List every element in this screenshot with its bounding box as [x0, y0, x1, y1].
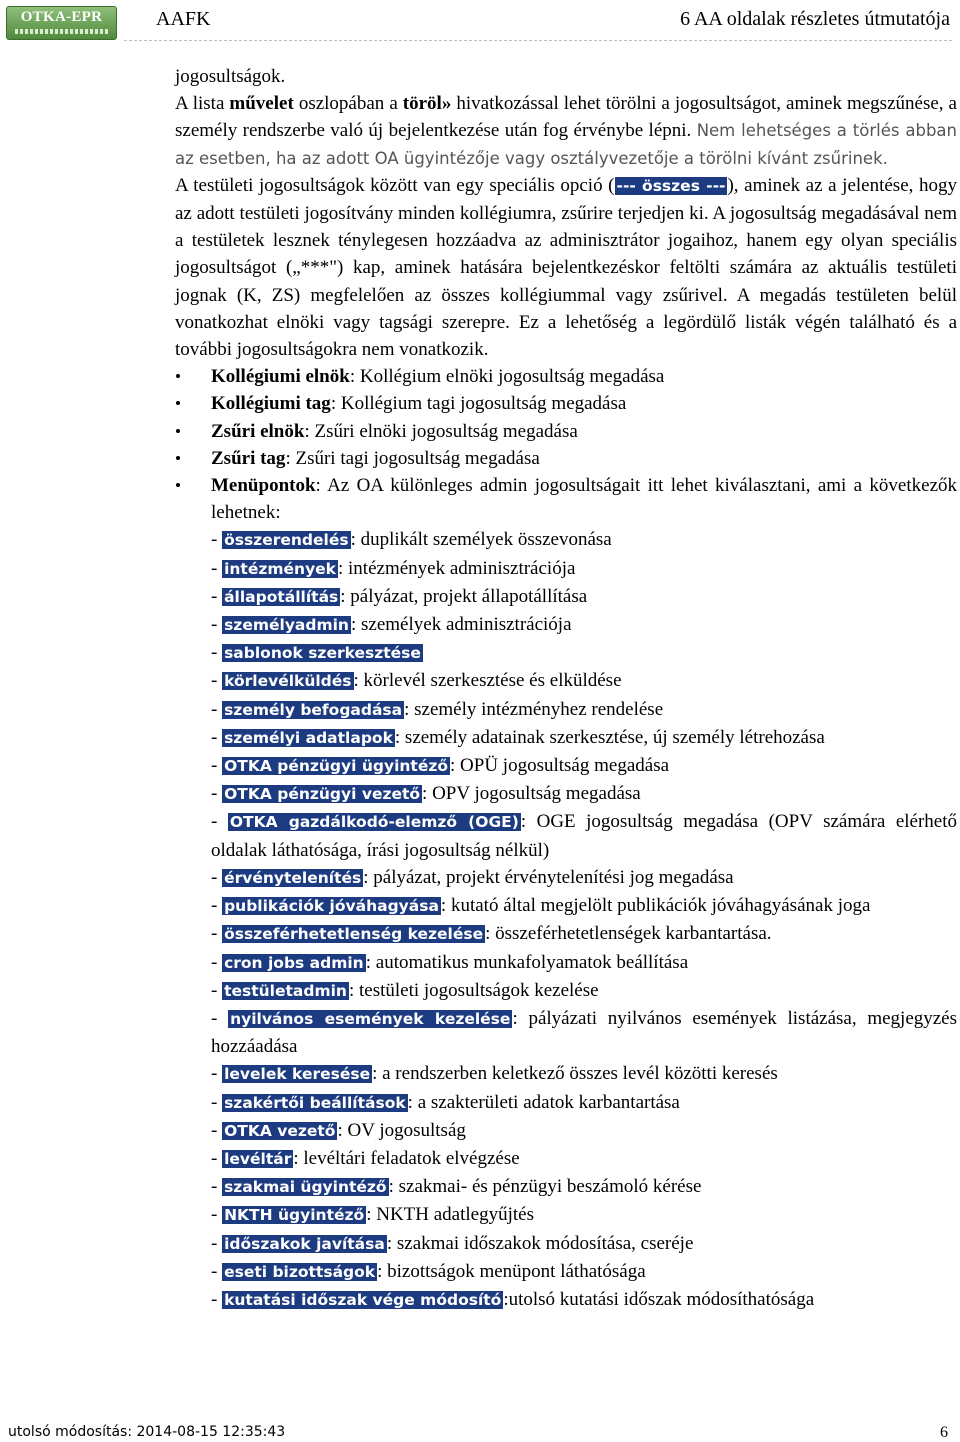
menu-item-key: NKTH ügyintéző: [224, 1206, 365, 1225]
menu-item-key: cron jobs admin: [224, 953, 364, 972]
otka-epr-logo: [6, 6, 117, 40]
menu-item-desc: : pályázat, projekt állapotállítása: [340, 585, 588, 607]
menu-item-desc: : duplikált személyek összevonása: [350, 529, 612, 551]
menu-item: - szakmai ügyintéző : szakmai- és pénzügyi beszámoló kérése: [211, 1176, 702, 1198]
menu-item-desc: : személy intézményhez rendelése: [404, 698, 664, 720]
menu-item-desc: : kutató által megjelölt publikációk jóváhagyásának joga: [440, 895, 871, 917]
bullet-term: Menüpontok: [211, 475, 316, 497]
page-header: [0, 0, 960, 52]
menu-item-key: érvénytelenítés: [224, 868, 362, 887]
menu-item-key: publikációk jóváhagyása: [224, 897, 439, 916]
menu-item: - testületadmin : testületi jogosultságok kezelése: [211, 979, 599, 1001]
menu-item-desc: :utolsó kutatási időszak módosíthatósága: [503, 1288, 815, 1310]
p1-bold-muvelet: művelet: [229, 93, 294, 115]
bullet-item: [175, 445, 957, 472]
menu-item-desc: : OGE jogosultság megadása (OPV számára elérhető oldalak láthatósága, írási jogosultság nélkül): [211, 811, 958, 861]
menu-item-desc: : intézmények adminisztrációja: [338, 557, 576, 579]
menu-item-desc: : testületi jogosultságok kezelése: [348, 979, 599, 1001]
menu-item-desc: : levéltári feladatok elvégzése: [293, 1147, 520, 1169]
menu-item: - összeférhetetlenség kezelése : összeférhetetlenségek karbantartása.: [211, 923, 772, 945]
menu-item-key: intézmények: [224, 559, 336, 578]
menu-item-key: nyilvános események kezelése: [230, 1009, 511, 1028]
menu-item-desc: : pályázati nyilvános események listázása, megjegyzés hozzáadása: [211, 1007, 958, 1058]
bullet-term: Zsűri elnök: [211, 420, 305, 442]
logo-text: OTKA-EPR: [20, 9, 103, 25]
p1-grey-note: Nem lehetséges a törlés abban az esetben, ha az adott OA ügyintézője vagy osztályvezetője a törölni kívánt zsűrinek.: [175, 121, 957, 168]
menu-item: - kutatási időszak vége módosító :utolsó kutatási időszak módosíthatósága: [211, 1288, 815, 1310]
menu-item-desc: : OV jogosultság: [337, 1119, 466, 1141]
menu-item-desc: : összeférhetetlenségek karbantartása.: [485, 923, 772, 945]
menu-item: - levéltár : levéltári feladatok elvégzése: [211, 1147, 520, 1169]
header-right-title: 6 AA oldalak részletes útmutatója: [680, 8, 950, 30]
bullet-desc: : Zsűri elnöki jogosultság megadása: [304, 420, 578, 442]
menu-item: - cron jobs admin : automatikus munkafolyamatok beállítása: [211, 951, 689, 973]
bullet-desc: : Kollégium tagi jogosultság megadása: [330, 393, 627, 415]
menu-item: - OTKA pénzügyi ügyintéző : OPÜ jogosultság megadása: [211, 755, 670, 777]
p1-text-2: oszlopában a: [293, 93, 403, 115]
menu-item-desc: : a rendszerben keletkező összes levél közötti keresés: [372, 1063, 778, 1085]
menu-item: - intézmények : intézmények adminisztrációja: [211, 557, 576, 579]
bullet-term: Kollégiumi elnök: [211, 366, 350, 388]
menu-item-desc: : körlevél szerkesztése és elküldése: [353, 670, 622, 692]
paragraph-delete: [175, 90, 957, 172]
menu-item-desc: : OPV jogosultság megadása: [422, 783, 641, 805]
p1-text-1: A lista: [175, 93, 230, 115]
menu-item-desc: : szakmai- és pénzügyi beszámoló kérése: [388, 1176, 702, 1198]
p2-text-2: ), aminek az a jelentése, hogy az adott testületi jogosítvány minden kollégiumra, zsűrire terjedjen ki. A jogosultság megadásával nem a testületek lesznek ténylegesen hozzáadva az adminisztrátor jogaihoz, hanem egy olyan speciális jogosultságot („***") kap, aminek hatására bejelentkezéskor feltölti számára az aktuális testületi jognak (K, ZS) megfelelően az összes kollégiummal vagy zsűrivel. A megadás testületen belül vonatkozhat elnöki vagy tagsági szerepre. Ez a lehetőség a legördülő listák végén található és a további jogosultságokra nem vonatkozik.: [175, 174, 957, 361]
menu-item-key: eseti bizottságok: [224, 1262, 376, 1281]
menu-item-key: OTKA pénzügyi ügyintéző: [224, 757, 449, 776]
menu-item-desc: : automatikus munkafolyamatok beállítása: [365, 951, 689, 973]
menu-item: - személy befogadása : személy intézményhez rendelése: [211, 698, 664, 720]
menu-item-desc: : NKTH adatlegyűjtés: [366, 1204, 534, 1226]
menu-item-desc: : pályázat, projekt érvénytelenítési jog megadása: [363, 866, 734, 888]
bullet-desc: : Az OA különleges admin jogosultságait itt lehet kiválasztani, ami a következők lehetnek:: [211, 475, 957, 524]
footer-page-number: 6: [940, 1424, 948, 1441]
menu-item-desc: : bizottságok menüpont láthatósága: [377, 1260, 646, 1282]
logo-subtext-decoration: [15, 29, 108, 34]
menu-item-key: szakértői beállítások: [224, 1093, 406, 1112]
menu-item: - OTKA pénzügyi vezető : OPV jogosultság megadása: [211, 783, 641, 805]
header-divider: [124, 40, 952, 41]
menu-item: - körlevélküldés : körlevél szerkesztése és elküldése: [211, 670, 622, 692]
menu-item-desc: : személy adatainak szerkesztése, új személy létrehozása: [394, 726, 825, 748]
menu-item-key: levelek keresése: [224, 1065, 371, 1084]
p1-bold-torol: töröl»: [402, 93, 452, 115]
menu-item-key: OTKA vezető: [224, 1121, 336, 1140]
menu-item-desc: : személyek adminisztrációja: [350, 614, 572, 636]
bullet-item: [175, 363, 957, 390]
menu-item: - állapotállítás : pályázat, projekt állapotállítása: [211, 585, 588, 607]
menu-item: - összerendelés : duplikált személyek összevonása: [211, 529, 612, 551]
menu-item-key: állapotállítás: [224, 587, 339, 606]
paragraph-special-option: [175, 172, 957, 363]
menu-item: - OTKA gazdálkodó-elemző (OGE) : OGE jogosultság megadása (OPV számára elérhető oldalak láthatósága, írási jogosultság nélkül): [211, 811, 958, 861]
menu-item: - érvénytelenítés : pályázat, projekt érvénytelenítési jog megadása: [211, 866, 734, 888]
bullet-term: Kollégiumi tag: [211, 393, 331, 415]
menu-item: - levelek keresése : a rendszerben keletkező összes levél közötti keresés: [211, 1063, 778, 1085]
menu-item-key: összeférhetetlenség kezelése: [224, 925, 484, 944]
menu-item-key: testületadmin: [224, 981, 347, 1000]
document-body: [175, 63, 957, 1314]
menu-item-key: körlevélküldés: [224, 672, 352, 691]
menu-item-key: sablonok szerkesztése: [224, 644, 421, 663]
p2-text-1: A testületi jogosultságok között van egy speciális opció (: [175, 174, 615, 196]
p1-text-3: hivatkozással lehet törölni a jogosultságot, aminek megszűnése, a személy rendszerbe való új bejelentkezése után fog érvénybe lépni.: [175, 93, 957, 142]
menu-item-key: személyi adatlapok: [224, 728, 393, 747]
header-left-title: AAFK: [156, 8, 211, 30]
bullet-item: [175, 390, 957, 417]
bullet-term: Zsűri tag: [211, 447, 286, 469]
menu-item: - OTKA vezető : OV jogosultság: [211, 1119, 466, 1141]
menu-item: - szakértői beállítások : a szakterületi adatok karbantartása: [211, 1091, 680, 1113]
menu-permission-list: [175, 526, 957, 1314]
menu-item-key: OTKA pénzügyi vezető: [224, 785, 421, 804]
bullet-desc: : Zsűri tagi jogosultság megadása: [285, 447, 540, 469]
bullet-item: [175, 418, 957, 445]
menu-item-key: összerendelés: [224, 531, 349, 550]
menu-item-desc: : a szakterületi adatok karbantartása: [407, 1091, 680, 1113]
menu-item-key: szakmai ügyintéző: [224, 1178, 387, 1197]
bullet-desc: : Kollégium elnöki jogosultság megadása: [349, 366, 665, 388]
bullet-item: [175, 472, 957, 526]
menu-item: - NKTH ügyintéző : NKTH adatlegyűjtés: [211, 1204, 534, 1226]
p2-option-osszes: --- összes ---: [616, 176, 726, 195]
menu-item-key: OTKA gazdálkodó-elemző (OGE): [229, 813, 519, 832]
footer-modified: utolsó módosítás: 2014-08-15 12:35:43: [8, 1424, 286, 1440]
menu-item-desc: : szakmai időszakok módosítása, cseréje: [386, 1232, 694, 1254]
menu-item: - személyi adatlapok : személy adatainak szerkesztése, új személy létrehozása: [211, 726, 825, 748]
menu-item: - publikációk jóváhagyása : kutató által megjelölt publikációk jóváhagyásának joga: [211, 895, 871, 917]
menu-item: - időszakok javítása : szakmai időszakok módosítása, cseréje: [211, 1232, 694, 1254]
menu-item: - eseti bizottságok : bizottságok menüpont láthatósága: [211, 1260, 646, 1282]
menu-item-key: személyadmin: [224, 616, 349, 635]
intro-line: jogosultságok.: [175, 66, 286, 87]
menu-item-key: időszakok javítása: [224, 1234, 385, 1253]
menu-item: - személyadmin : személyek adminisztrációja: [211, 614, 572, 636]
menu-item-key: személy befogadása: [224, 700, 403, 719]
menu-item-desc: : OPÜ jogosultság megadása: [450, 755, 670, 777]
menu-item-key: kutatási időszak vége módosító: [224, 1290, 502, 1309]
menu-item: - nyilvános események kezelése : pályázati nyilvános események listázása, megjegyzés hozzáadása: [211, 1007, 958, 1058]
permission-bullet-list: [175, 363, 957, 526]
menu-item: - sablonok szerkesztése: [211, 642, 421, 664]
menu-item-key: levéltár: [224, 1149, 292, 1168]
